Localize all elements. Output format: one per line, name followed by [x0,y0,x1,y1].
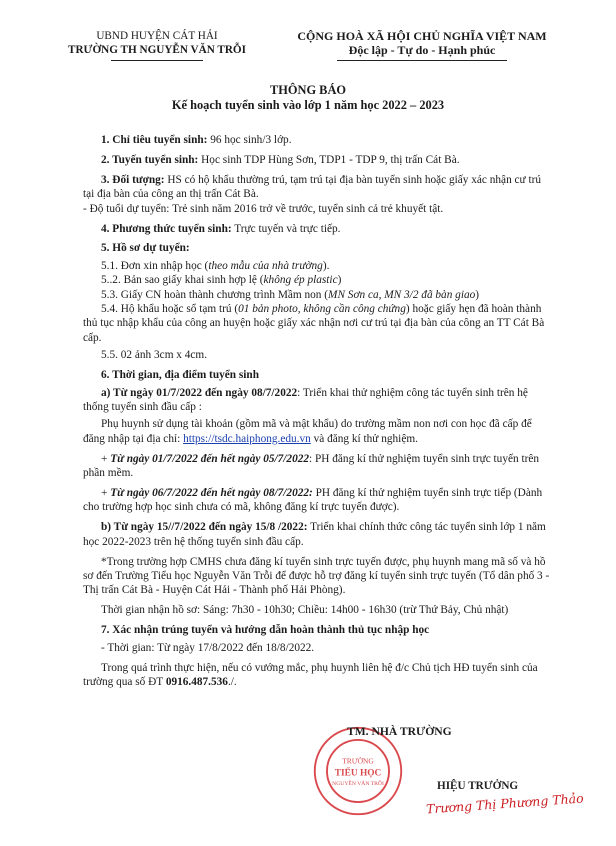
stamp-text-mid: TIỂU HỌC [334,768,382,779]
section-method [83,222,555,236]
signature-role: HIỆU TRƯỞNG [437,780,519,792]
schedule-b-label: b) Từ ngày 15//7/2022 đến ngày 15/8 /2022: [101,521,308,534]
section-eligibility [83,173,555,202]
schedule-a-online-label: Từ ngày 01/7/2022 đến hết ngày 05/7/2022 [110,452,310,465]
header-motto: Độc lập - Tự do - Hạnh phúc [348,43,496,57]
section-eligibility-label: 3. Đối tượng: [101,173,165,186]
contact-note: Trong quá trình thực hiện, nếu có vướng mắc, phụ huynh liên hệ đ/c Chủ tịch HĐ tuyển sinh của trường qua số ĐT 0916.487.536./. [83,661,538,688]
signature-handwritten-name: Trương Thị Phương Thảo [425,790,585,817]
section-method-label: 4. Phương thức tuyển sinh: [101,222,232,235]
document-item-5-3: 5.3. Giấy CN hoàn thành chương trình Mầm non (MN Sơn ca, MN 3/2 đã bàn giao) [101,288,480,301]
header-right [262,29,582,61]
document-item-5-5: 5.5. 02 ảnh 3cm x 4cm. [101,349,208,362]
section-confirmation-label: 7. Xác nhận trúng tuyển và hướng dẫn hoàn thành thủ tục nhập học [101,624,430,637]
document-title [0,83,616,113]
confirmation-time: - Thời gian: Từ ngày 17/8/2022 đến 18/8/2022. [101,641,315,654]
header-left-underline [111,60,203,61]
section-documents-label: 5. Hồ sơ dự tuyển: [101,242,190,255]
schedule-b-office-hours: Thời gian nhận hồ sơ: Sáng: 7h30 - 10h30; Chiều: 14h00 - 16h30 (trừ Thứ Bảy, Chủ nhật) [101,604,509,617]
section-quota [83,133,555,147]
school-seal-stamp [311,724,405,818]
document-body [83,133,555,689]
schedule-a-direct-label: Từ ngày 06/7/2022 đến hết ngày 08/7/2022: [110,487,313,500]
document-item-5-4: 5.4. Hộ khẩu hoặc sổ tạm trú (01 bản photo, không cần công chứng) hoặc giấy hẹn đã hoàn thành thủ tục nhập khẩu của công an huyện hoặc giấy xác nhận nơi cư trú tại địa bàn của công an TT Cát Bà cấp. [83,303,545,344]
header-authority: UBND HUYỆN CÁT HẢI [96,30,218,42]
title-subject: Kế hoạch tuyển sinh vào lớp 1 năm học 2022 – 2023 [171,98,445,112]
section-quota-text: 96 học sinh/3 lớp. [207,134,292,146]
schedule-b: b) Từ ngày 15//7/2022 đến ngày 15/8 /2022: Triển khai chính thức công tác tuyển sinh lớp 1 năm học 2022-2023 trên hệ thống tuyển sinh đầu cấp. [83,521,546,548]
registration-link[interactable]: https://tsdc.haiphong.edu.vn [183,432,311,445]
contact-phone: 0916.487.536 [165,676,228,688]
stamp-text-bottom: NGUYỄN VĂN TRỖI [332,781,384,788]
section-schedule-heading [83,368,555,382]
schedule-a-account-note: Phụ huynh sử dụng tài khoản (gồm mã và mật khẩu) do trường mầm non nơi con học đã cấp để đăng nhập tại địa chỉ: https://tsdc.haiphong.edu.vn và đăng kí thử nghiệm. [83,418,532,445]
section-method-text: Trực tuyến và trực tiếp. [231,222,341,235]
document-item-5-2: 5..2. Bản sao giấy khai sinh hợp lệ (không ép plastic) [101,274,342,287]
header-left [52,29,262,61]
schedule-a-label: a) Từ ngày 01/7/2022 đến ngày 08/7/2022 [101,386,298,399]
schedule-a: a) Từ ngày 01/7/2022 đến ngày 08/7/2022: Triển khai thử nghiệm công tác tuyển sinh trên hệ thống tuyển sinh đầu cấp : [83,386,528,413]
section-quota-label: 1. Chỉ tiêu tuyển sinh: [101,134,208,146]
section-eligibility-text: HS có hộ khẩu thường trú, tạm trú tại địa bàn tuyển sinh hoặc giấy xác nhận cư trú tại địa bàn của công an thị trấn Cát Bà. [83,173,542,201]
header-right-underline [337,60,507,61]
section-documents-heading [83,241,555,255]
section-eligibility-age: - Độ tuổi dự tuyển: Trẻ sinh năm 2016 trở về trước, tuyển sinh cả trẻ khuyết tật. [83,202,444,215]
stamp-text-top: TRƯỜNG [342,756,374,766]
section-schedule-label: 6. Thời gian, địa điểm tuyển sinh [101,369,259,382]
section-area [83,153,555,167]
schedule-a-direct-trial: + Từ ngày 06/7/2022 đến hết ngày 08/7/2022: PH đăng kí thử nghiệm tuyển sinh trực tiếp (Dành cho trường hợp học sinh chưa có mã, không đăng kí trực tuyến được). [83,487,543,514]
title-notice: THÔNG BÁO [269,83,347,97]
document-item-5-1: 5.1. Đơn xin nhập học (theo mẫu của nhà trường). [101,259,330,272]
schedule-a-online-trial: + Từ ngày 01/7/2022 đến hết ngày 05/7/2022: PH đăng kí thử nghiệm tuyển sinh trực tuyến trên phần mềm. [83,452,540,480]
header-nation: CỘNG HOÀ XÃ HỘI CHỦ NGHĨA VIỆT NAM [297,29,547,43]
signature-block-title: TM. NHÀ TRƯỜNG [347,725,452,738]
section-area-label: 2. Tuyến tuyển sinh: [101,153,199,166]
section-confirmation-heading [83,623,555,637]
schedule-b-support-note: *Trong trường hợp CMHS chưa đăng kí tuyển sinh trực tuyến được, phụ huynh mang mã số và hồ sơ đến Trường Tiểu học Nguyễn Văn Trỗi để được hỗ trợ đăng kí tuyển sinh trực tuyến (Tổ dân phố 3 - Thị trấn Cát Bà - Huyện Cát Hải - Thành phố Hải Phòng). [83,555,550,597]
section-area-text: Học sinh TDP Hùng Sơn, TDP1 - TDP 9, thị trấn Cát Bà. [198,153,460,166]
header-school: TRƯỜNG TH NGUYỄN VĂN TRỖI [68,44,246,56]
